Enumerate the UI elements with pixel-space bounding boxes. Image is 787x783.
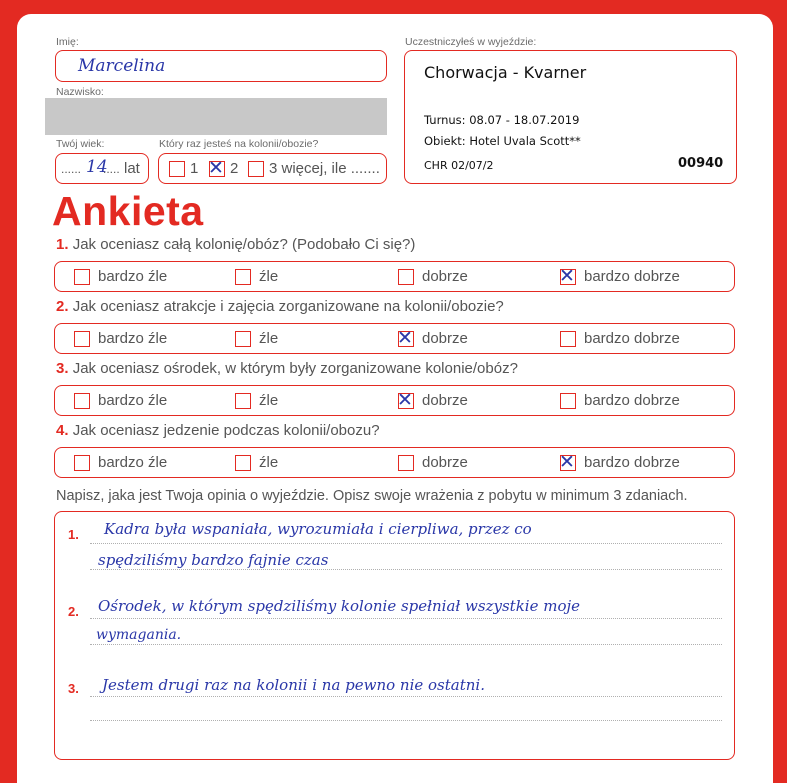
ruled-line xyxy=(90,720,722,721)
check-mark-icon: ✕ xyxy=(559,265,575,287)
question-2-label: Jak oceniasz atrakcje i zajęcia zorganizowane na kolonii/obozie? xyxy=(72,298,504,315)
question-4-option-3-checkbox[interactable] xyxy=(398,455,414,471)
question-3-number: 3. xyxy=(56,360,69,377)
times-2-label: 2 xyxy=(230,160,239,177)
question-3-option-2-label: źle xyxy=(259,392,279,409)
question-2-number: 2. xyxy=(56,298,69,315)
times-field xyxy=(158,153,387,184)
question-3-option-3-checkbox[interactable] xyxy=(397,389,414,411)
question-1-text xyxy=(56,236,415,253)
times-1-checkbox[interactable] xyxy=(169,161,185,177)
answer-3-line-1: Jestem drugi raz na kolonii i na pewno nie ostatni. xyxy=(102,676,485,694)
question-4-option-2-label: źle xyxy=(259,454,279,471)
trip-object: Obiekt: Hotel Uvala Scott** xyxy=(424,134,581,148)
question-3-option-3-label: dobrze xyxy=(422,392,468,409)
question-1-option-1-checkbox[interactable] xyxy=(74,269,90,285)
ruled-line xyxy=(90,644,722,645)
question-1-option-2-label: źle xyxy=(259,268,279,285)
name-label: Imię: xyxy=(56,36,79,48)
question-4-option-4-checkbox[interactable] xyxy=(559,451,576,473)
question-3-option-2-checkbox[interactable] xyxy=(235,393,251,409)
question-1-option-4-label: bardzo dobrze xyxy=(584,268,680,285)
question-4-option-3-label: dobrze xyxy=(422,454,468,471)
answer-2-line-2: wymagania. xyxy=(96,627,182,643)
times-label: Który raz jesteś na kolonii/obozie? xyxy=(159,138,319,150)
question-3-label: Jak oceniasz ośrodek, w którym były zorganizowane kolonie/obóz? xyxy=(72,360,518,377)
times-3-checkbox[interactable] xyxy=(248,161,264,177)
question-2-option-2-checkbox[interactable] xyxy=(235,331,251,347)
age-value: 14 xyxy=(86,157,108,177)
question-3-option-4-checkbox[interactable] xyxy=(560,393,576,409)
question-3-option-1-label: bardzo źle xyxy=(98,392,168,409)
question-2-text xyxy=(56,298,504,315)
question-4-option-1-checkbox[interactable] xyxy=(74,455,90,471)
name-field[interactable] xyxy=(55,50,387,82)
question-2-option-3-checkbox[interactable] xyxy=(397,327,414,349)
question-2-option-2-label: źle xyxy=(259,330,279,347)
question-4-number: 4. xyxy=(56,422,69,439)
opinion-prompt: Napisz, jaka jest Twoja opinia o wyjeździe. Opisz swoje wrażenia z pobytu w minimum 3 zdaniach. xyxy=(56,488,688,504)
surname-redacted xyxy=(45,98,387,135)
trip-number: 00940 xyxy=(678,156,724,171)
answer-1-number: 1. xyxy=(68,527,79,542)
check-mark-icon: ✕ xyxy=(397,327,413,349)
surname-label: Nazwisko: xyxy=(56,86,104,98)
question-1-option-4-checkbox[interactable] xyxy=(559,265,576,287)
question-4-option-1-label: bardzo źle xyxy=(98,454,168,471)
question-4-label: Jak oceniasz jedzenie podczas kolonii/obozu? xyxy=(72,422,380,439)
answer-2-number: 2. xyxy=(68,604,79,619)
question-2-options xyxy=(54,323,735,354)
trip-code: CHR 02/07/2 xyxy=(424,159,494,172)
question-4-options xyxy=(54,447,735,478)
question-4-option-4-label: bardzo dobrze xyxy=(584,454,680,471)
question-2-option-1-checkbox[interactable] xyxy=(74,331,90,347)
times-3-label: 3 więcej, ile ....... xyxy=(269,160,380,177)
ruled-line xyxy=(90,696,722,697)
check-mark-icon: ✕ xyxy=(208,157,224,179)
check-mark-icon: ✕ xyxy=(559,451,575,473)
trip-name: Chorwacja - Kvarner xyxy=(424,63,587,82)
question-1-label: Jak oceniasz całą kolonię/obóz? (Podobało Ci się?) xyxy=(72,236,416,253)
question-4-option-2-checkbox[interactable] xyxy=(235,455,251,471)
question-1-option-3-label: dobrze xyxy=(422,268,468,285)
times-2-checkbox[interactable] xyxy=(208,157,225,179)
trip-box xyxy=(404,50,737,184)
answer-1-line-1: Kadra była wspaniała, wyrozumiała i cierpliwa, przez co xyxy=(104,520,532,538)
age-label: Twój wiek: xyxy=(56,138,105,150)
question-3-option-4-label: bardzo dobrze xyxy=(584,392,680,409)
ruled-line xyxy=(90,618,722,619)
question-1-option-2-checkbox[interactable] xyxy=(235,269,251,285)
question-2-option-1-label: bardzo źle xyxy=(98,330,168,347)
ruled-line xyxy=(90,543,722,544)
age-unit: lat xyxy=(124,160,140,177)
question-2-option-4-label: bardzo dobrze xyxy=(584,330,680,347)
survey-title: Ankieta xyxy=(52,188,204,234)
age-dots-right: ..... xyxy=(103,162,120,176)
name-value: Marcelina xyxy=(78,56,166,76)
ruled-line xyxy=(90,569,722,570)
question-2-option-4-checkbox[interactable] xyxy=(560,331,576,347)
trip-turnus: Turnus: 08.07 - 18.07.2019 xyxy=(424,113,580,127)
age-dots-left: ...... xyxy=(61,162,82,176)
question-1-option-1-label: bardzo źle xyxy=(98,268,168,285)
question-4-text xyxy=(56,422,380,439)
answer-3-number: 3. xyxy=(68,681,79,696)
question-1-number: 1. xyxy=(56,236,69,253)
question-1-option-3-checkbox[interactable] xyxy=(398,269,414,285)
question-3-option-1-checkbox[interactable] xyxy=(74,393,90,409)
question-2-option-3-label: dobrze xyxy=(422,330,468,347)
question-3-options xyxy=(54,385,735,416)
question-1-options xyxy=(54,261,735,292)
answer-1-line-2: spędziliśmy bardzo fajnie czas xyxy=(98,551,329,569)
question-3-text xyxy=(56,360,518,377)
answer-2-line-1: Ośrodek, w którym spędziliśmy kolonie spełniał wszystkie moje xyxy=(98,597,581,615)
age-field[interactable] xyxy=(55,153,149,184)
times-1-label: 1 xyxy=(190,160,199,177)
trip-label: Uczestniczyłeś w wyjeździe: xyxy=(405,36,537,48)
check-mark-icon: ✕ xyxy=(397,389,413,411)
